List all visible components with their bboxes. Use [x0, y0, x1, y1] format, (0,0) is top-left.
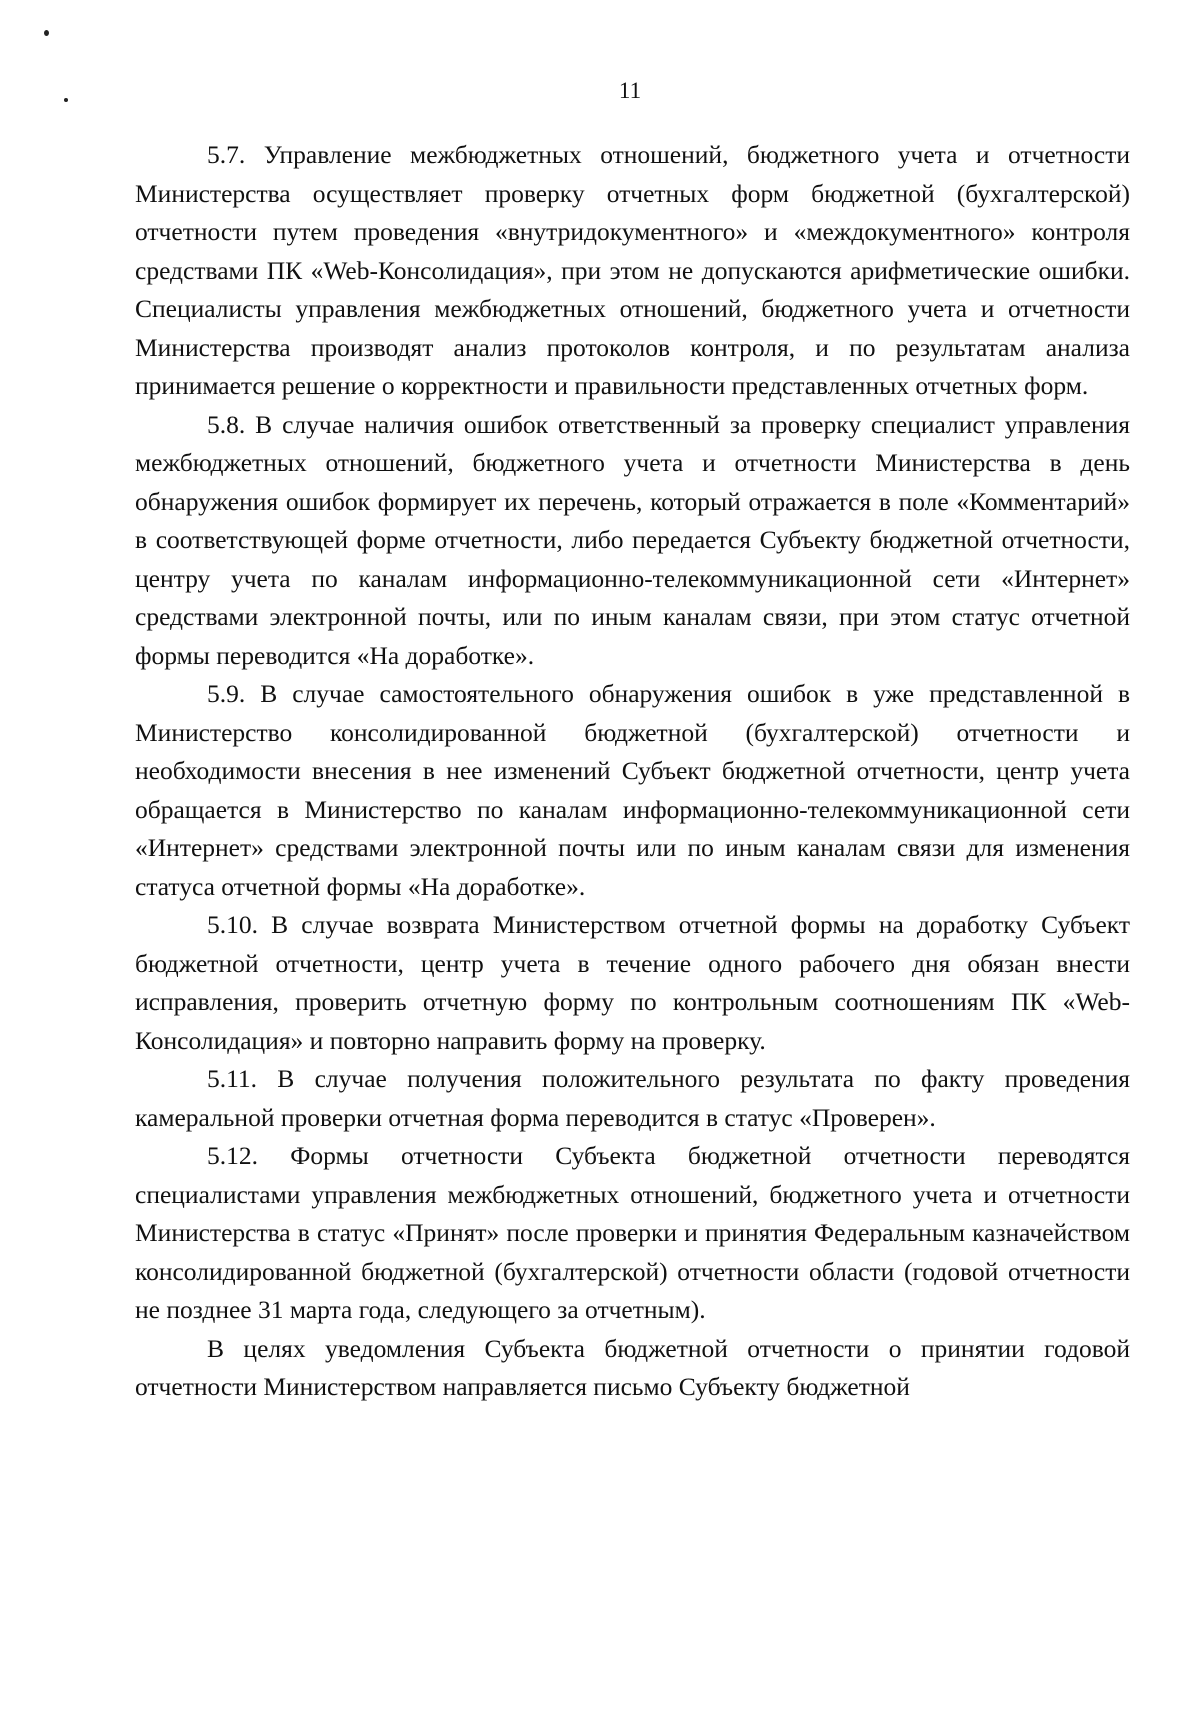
paragraph-5-10: 5.10. В случае возврата Министерством отчетной формы на доработку Субъект бюджетной отчетности, центр учета в течение одного рабочего дня обязан внести исправления, проверить отчетную форму по контрольным соотношениям ПК «Web-Консолидация» и повторно направить форму на проверку. [135, 910, 1130, 1055]
paragraph-5-9: 5.9. В случае самостоятельного обнаружения ошибок в уже представленной в Министерство консолидированной бюджетной (бухгалтерской) отчетности и необходимости внесения в нее изменений Субъект бюджетной отчетности, центр учета обращается в Министерство по каналам информационно-телекоммуникационной сети «Интернет» средствами электронной почты или по иным каналам связи для изменения статуса отчетной формы «На доработке». [135, 679, 1130, 901]
document-body [135, 136, 1130, 1407]
paragraph-5-8: 5.8. В случае наличия ошибок ответственный за проверку специалист управления межбюджетных отношений, бюджетного учета и отчетности Министерства в день обнаружения ошибок формирует их перечень, который отражается в поле «Комментарий» в соответствующей форме отчетности, либо передается Субъекту бюджетной отчетности, центру учета по каналам информационно-телекоммуникационной сети «Интернет» средствами электронной почты, или по иным каналам связи, при этом статус отчетной формы переводится «На доработке». [135, 409, 1130, 670]
paragraph-5-12: 5.12. Формы отчетности Субъекта бюджетной отчетности переводятся специалистами управления межбюджетных отношений, бюджетного учета и отчетности Министерства в статус «Принят» после проверки и принятия Федеральным казначейством консолидированной бюджетной (бухгалтерской) отчетности области (годовой отчетности не позднее 31 марта года, следующего за отчетным). [135, 1141, 1130, 1324]
paragraph-notification: В целях уведомления Субъекта бюджетной отчетности о принятии годовой отчетности Министерством направляется письмо Субъекту бюджетной [135, 1333, 1130, 1401]
paragraph-5-7: 5.7. Управление межбюджетных отношений, бюджетного учета и отчетности Министерства осуществляет проверку отчетных форм бюджетной (бухгалтерской) отчетности путем проведения «внутридокументного» и «междокументного» контроля средствами ПК «Web-Консолидация», при этом не допускаются арифметические ошибки. Специалисты управления межбюджетных отношений, бюджетного учета и отчетности Министерства производят анализ протоколов контроля, и по результатам анализа принимается решение о корректности и правильности представленных отчетных форм. [135, 140, 1130, 400]
scan-artifact-dot [44, 30, 49, 36]
paragraph-5-11: 5.11. В случае получения положительного результата по факту проведения камеральной проверки отчетная форма переводится в статус «Проверен». [135, 1064, 1130, 1132]
page-number: 11 [618, 78, 642, 103]
